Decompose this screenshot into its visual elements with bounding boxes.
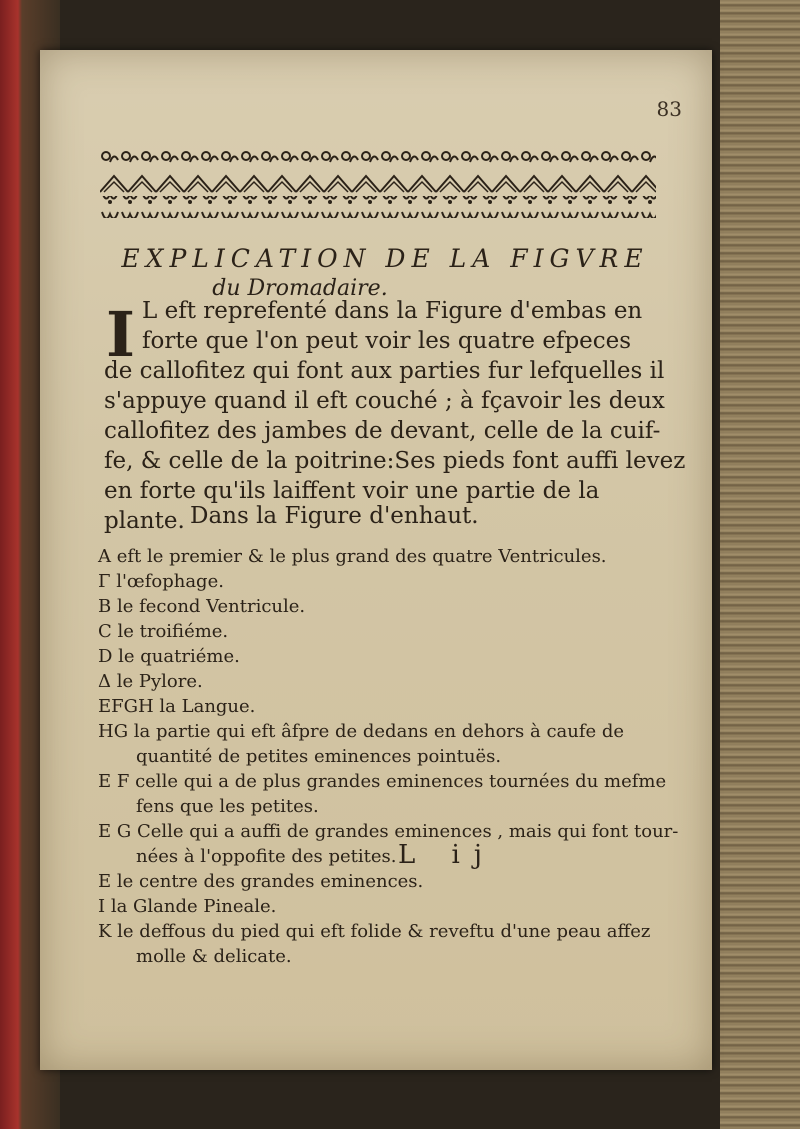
legend-entry: HG la partie qui eft âfpre de dedans en dehors à caufe de xyxy=(98,721,625,742)
paragraph-line: s'appuye quand il eft couché ; à fçavoir les deux xyxy=(104,388,665,414)
paragraph-line: fe, & celle de la poitrine:Ses pieds font auffi levez xyxy=(104,448,686,474)
legend-entry: B le fecond Ventricule. xyxy=(98,596,306,617)
drop-cap: I xyxy=(106,298,136,371)
legend-entry: Δ le Pylore. xyxy=(98,671,203,692)
legend-entry: EFGH la Langue. xyxy=(98,696,256,717)
paragraph-line: de callofitez qui font aux parties fur lefquelles il xyxy=(104,358,665,384)
legend-entry: K le deffous du pied qui eft folide & reveftu d'une peau affez xyxy=(98,921,651,942)
figure-legend xyxy=(98,544,678,969)
paragraph-line: L eft reprefenté dans la Figure d'embas en xyxy=(142,298,643,324)
legend-entry: E F celle qui a de plus grandes eminences tournées du mefme xyxy=(98,771,667,792)
legend-entry: I la Glande Pineale. xyxy=(98,896,277,917)
legend-entry: E G Celle qui a auffi de grandes eminences , mais qui font tour- xyxy=(98,821,679,842)
paragraph-line: callofitez des jambes de devant, celle de la cuif- xyxy=(104,418,661,444)
legend-entry: C le troifiéme. xyxy=(98,621,229,642)
legend-entry: D le quatriéme. xyxy=(98,646,240,667)
paragraph-line: plante. xyxy=(104,508,185,534)
legend-entry-continuation: molle & delicate. xyxy=(136,946,292,967)
paragraph-line: en forte qu'ils laiffent voir une partie de la xyxy=(104,478,600,504)
legend-entry-continuation: quantité de petites eminences pointuës. xyxy=(136,746,502,767)
intro-paragraph xyxy=(104,296,686,536)
legend-entry-continuation: fens que les petites. xyxy=(136,796,319,817)
legend-entry: Γ l'œfophage. xyxy=(98,571,224,592)
legend-entry-continuation: nées à l'oppofite des petites. xyxy=(136,846,397,867)
catchword: L ij xyxy=(398,840,496,870)
page-heading: EXPLICATION DE LA FIGVRE xyxy=(121,244,649,273)
page-subheading: du Dromadaire. xyxy=(212,276,388,301)
book-edge-right xyxy=(720,0,800,1129)
legend-entry: E le centre des grandes eminences. xyxy=(98,871,424,892)
paragraph-line: forte que l'on peut voir les quatre efpeces xyxy=(142,328,632,354)
section-title: Dans la Figure d'enhaut. xyxy=(190,503,479,529)
page-number: 83 xyxy=(656,97,682,121)
printer-ornament xyxy=(100,148,656,220)
legend-entry: A eft le premier & le plus grand des quatre Ventricules. xyxy=(98,546,607,567)
